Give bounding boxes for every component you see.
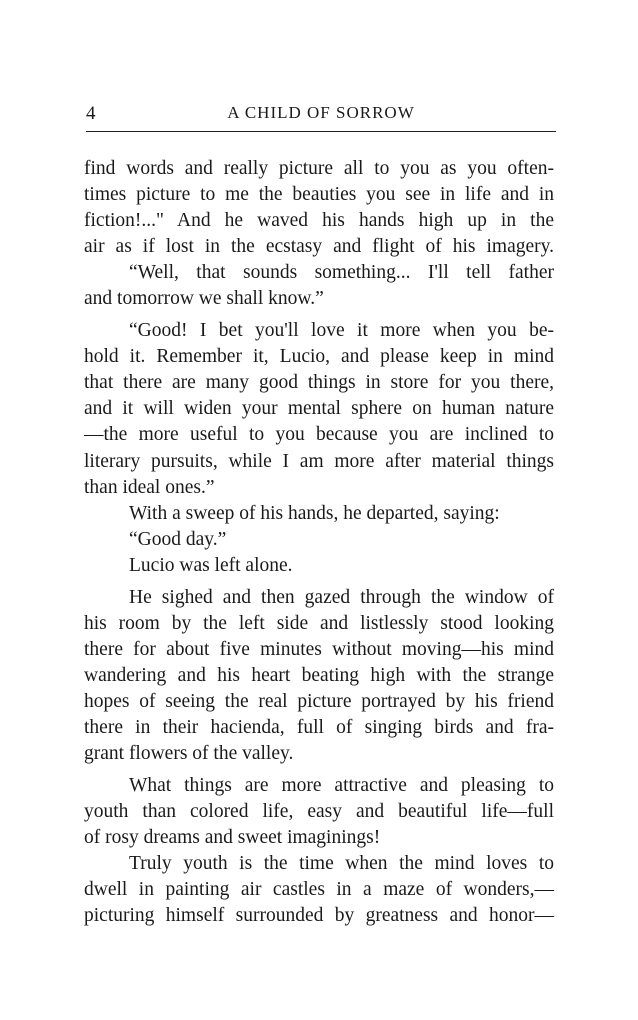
text-line: literary pursuits, while I am more after material things (84, 450, 554, 472)
text-line: hold it. Remember it, Lucio, and please keep in mind (84, 346, 554, 368)
text-line: find words and really picture all to you as you often- (84, 158, 554, 179)
text-line: than ideal ones.” (84, 476, 215, 498)
text-line: and it will widen your mental sphere on human nature (84, 398, 554, 420)
page-number: 4 (86, 103, 96, 124)
text-line: hopes of seeing the real picture portrayed by his friend (84, 690, 554, 712)
text-line: times picture to me the beauties you see in life and in (84, 184, 554, 206)
text-line: Truly youth is the time when the mind loves to (129, 853, 554, 875)
running-title: A CHILD OF SORROW (227, 103, 415, 122)
text-line: dwell in painting air castles in a maze of wonders,— (84, 879, 554, 901)
text-line: that there are many good things in store for you there, (84, 372, 554, 394)
text-line: Lucio was left alone. (129, 554, 293, 576)
text-line: grant flowers of the valley. (84, 743, 294, 765)
text-line: there for about five minutes without moving—his mind (84, 638, 554, 660)
text-line: of rosy dreams and sweet imaginings! (84, 827, 381, 849)
text-line: picturing himself surrounded by greatness and honor— (84, 905, 554, 927)
body-text (84, 156, 554, 929)
text-line: his room by the left side and listlessly stood looking (84, 612, 554, 634)
text-line: and tomorrow we shall know.” (84, 288, 324, 310)
text-line: there in their hacienda, full of singing birds and fra- (84, 716, 554, 738)
text-line: He sighed and then gazed through the window of (129, 586, 554, 608)
text-line: What things are more attractive and pleasing to (129, 775, 554, 797)
text-line: youth than colored life, easy and beautiful life—full (84, 801, 554, 823)
text-line: “Good day.” (129, 528, 227, 550)
text-line: “Good! I bet you'll love it more when you be- (129, 320, 554, 342)
text-line: wandering and his heart beating high with the strange (84, 664, 554, 686)
text-line: fiction!..." And he waved his hands high up in the (84, 210, 554, 232)
text-line: With a sweep of his hands, he departed, saying: (129, 502, 500, 524)
text-line: “Well, that sounds something... I'll tell father (129, 262, 554, 284)
text-line: —the more useful to you because you are inclined to (84, 424, 554, 446)
page-header (86, 103, 556, 133)
text-line: air as if lost in the ecstasy and flight of his imagery. (84, 236, 554, 258)
header-rule (86, 131, 556, 132)
